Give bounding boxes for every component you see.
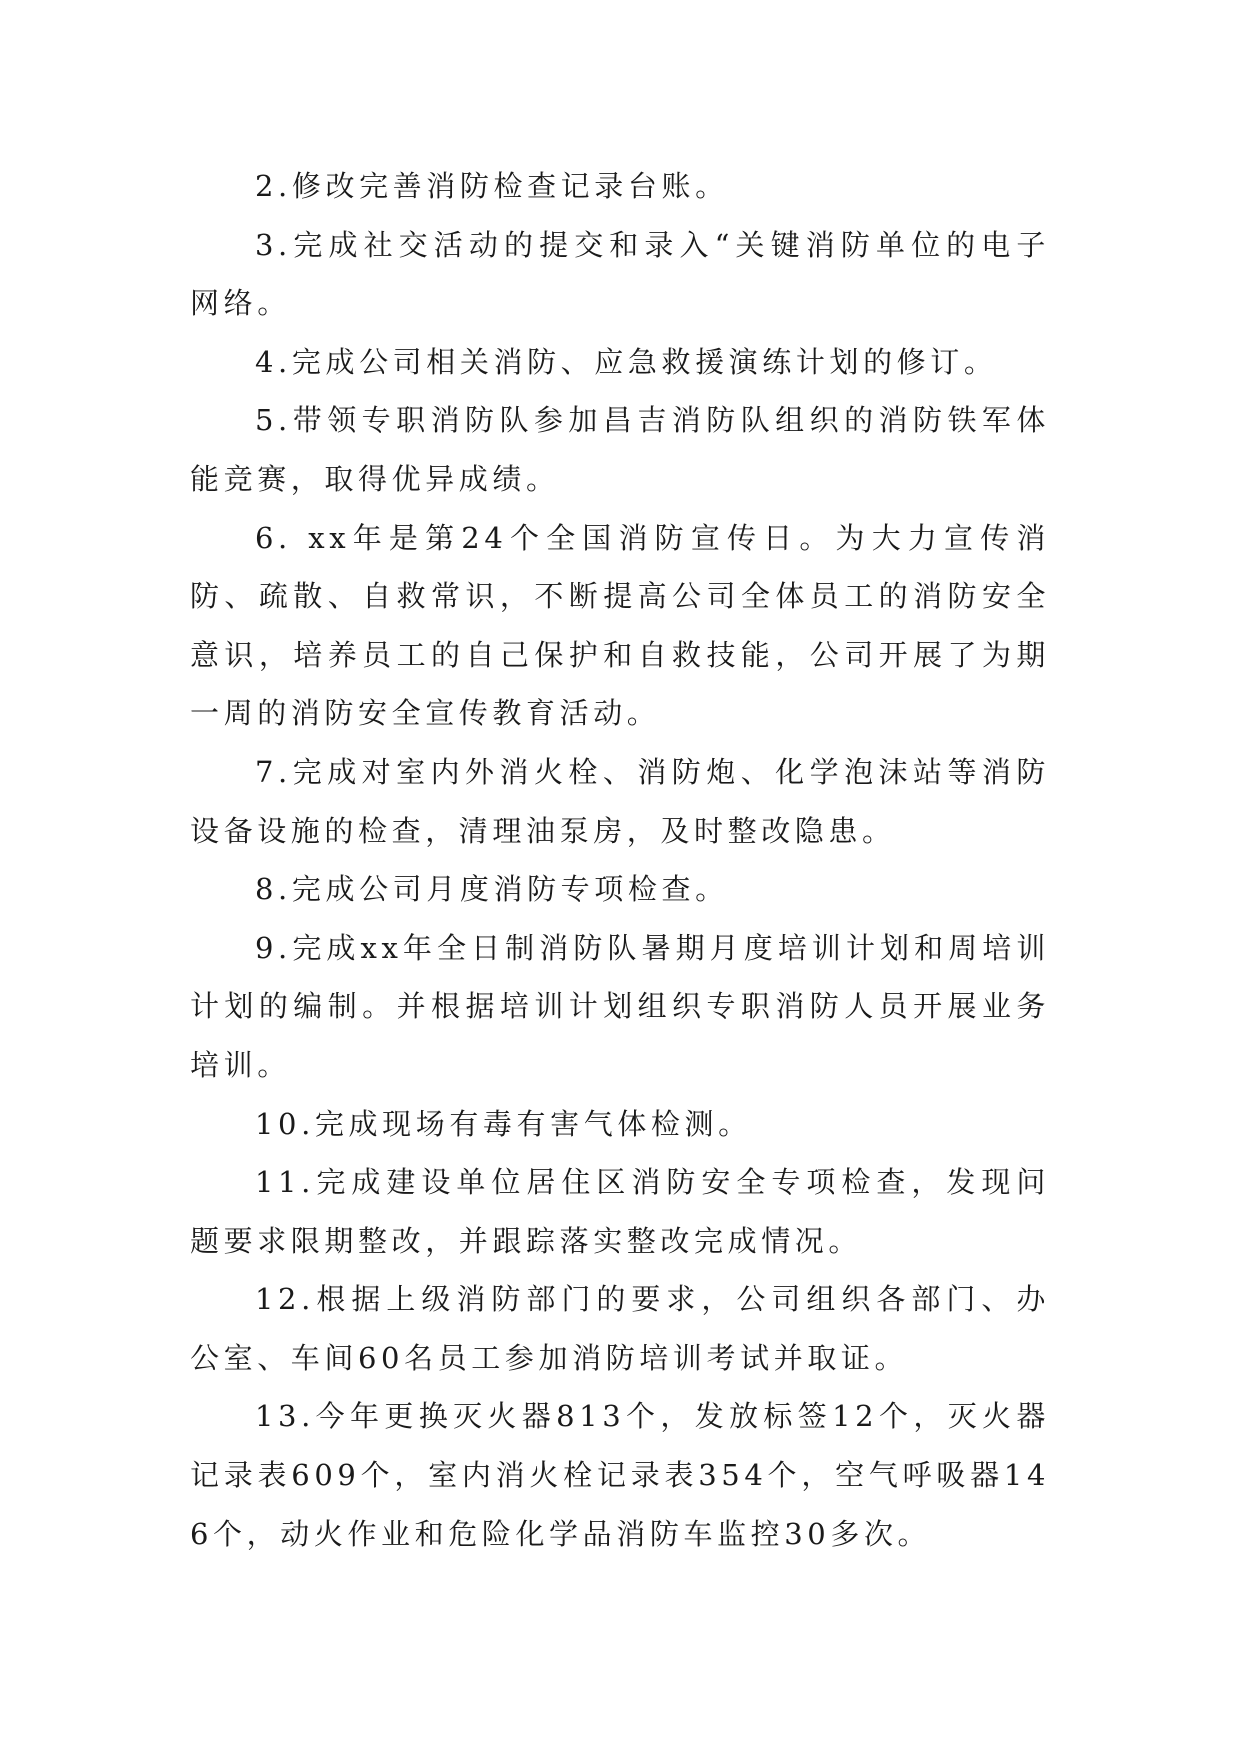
document-body [190, 157, 1050, 1563]
paragraph-item-12: 12.根据上级消防部门的要求，公司组织各部门、办公室、车间60名员工参加消防培训考试并取证。 [190, 1282, 1050, 1375]
paragraph-item-3: 3.完成社交活动的提交和录入“关键消防单位的电子网络。 [190, 227, 1050, 321]
paragraph-item-13: 13.今年更换灭火器813个，发放标签12个，灭火器记录表609个，室内消火栓记录表354个，空气呼吸器146个，动火作业和危险化学品消防车监控30多次。 [190, 1399, 1050, 1551]
paragraph-item-2: 2.修改完善消防检查记录台账。 [255, 169, 729, 203]
paragraph-item-6: 6. xx年是第24个全国消防宣传日。为大力宣传消防、疏散、自救常识，不断提高公司全体员工的消防安全意识，培养员工的自己保护和自救技能，公司开展了为期一周的消防安全宣传教育活动。 [190, 520, 1050, 731]
paragraph-item-7: 7.完成对室内外消火栓、消防炮、化学泡沫站等消防设备设施的检查，清理油泵房，及时整改隐患。 [190, 754, 1050, 848]
paragraph-item-9: 9.完成xx年全日制消防队暑期月度培训计划和周培训计划的编制。并根据培训计划组织专职消防人员开展业务培训。 [190, 930, 1050, 1082]
paragraph-item-4: 4.完成公司相关消防、应急救援演练计划的修订。 [255, 344, 998, 379]
paragraph-item-11: 11.完成建设单位居住区消防安全专项检查，发现问题要求限期整改，并跟踪落实整改完成情况。 [190, 1165, 1050, 1258]
paragraph-item-5: 5.带领专职消防队参加昌吉消防队组织的消防铁军体能竞赛，取得优异成绩。 [190, 403, 1050, 496]
paragraph-item-8: 8.完成公司月度消防专项检查。 [255, 872, 729, 907]
paragraph-item-10: 10.完成现场有毒有害气体检测。 [255, 1106, 752, 1141]
